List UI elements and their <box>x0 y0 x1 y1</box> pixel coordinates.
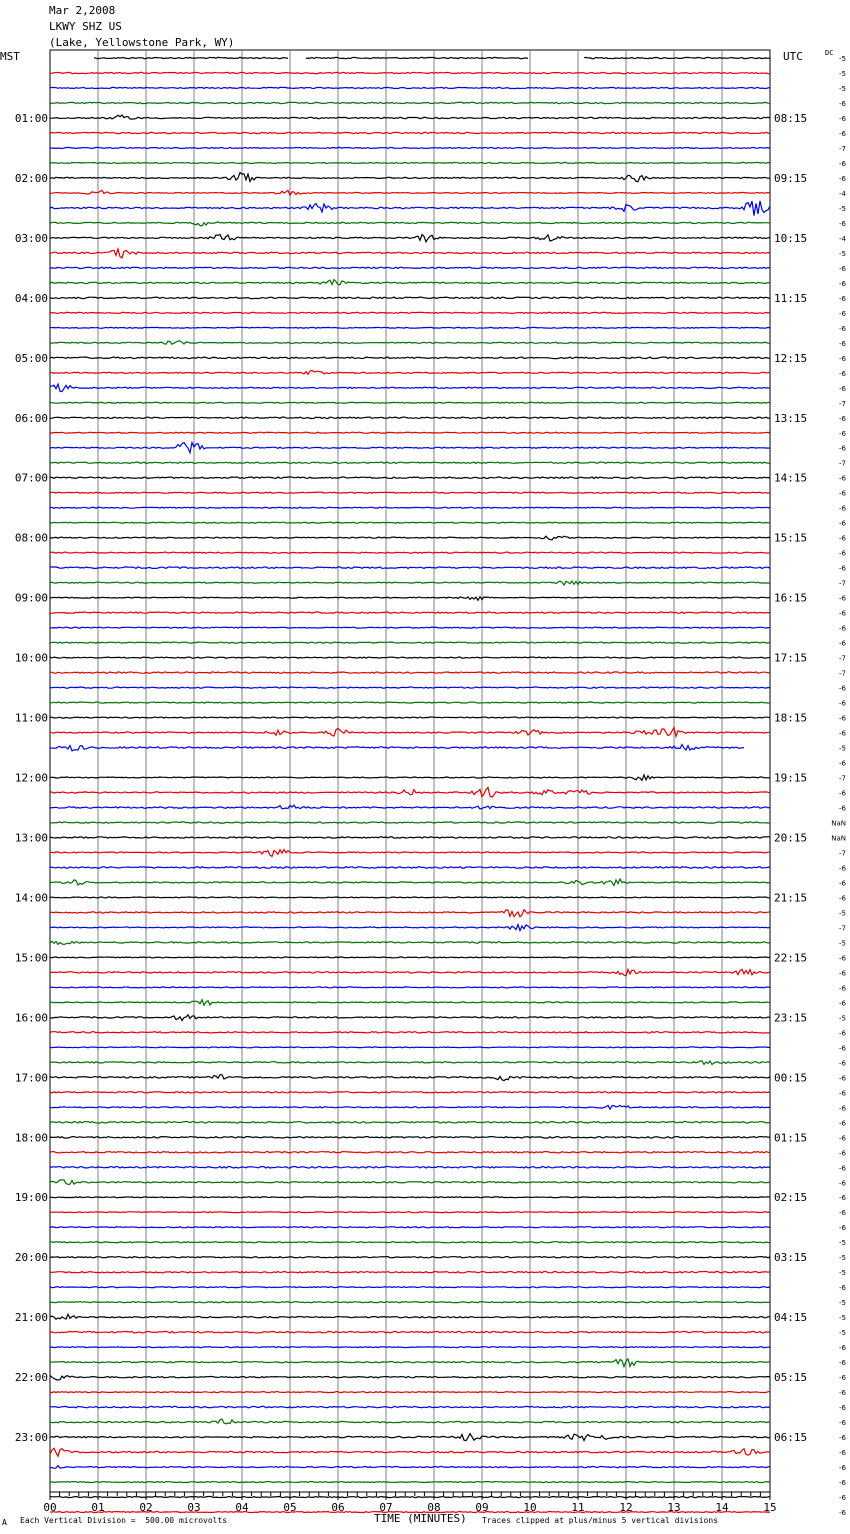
row-offset-label: -5 <box>839 1254 846 1263</box>
row-offset-label: -6 <box>839 1059 846 1068</box>
seismic-trace <box>50 1152 770 1153</box>
row-offset-label: -6 <box>839 1404 846 1413</box>
row-offset-label: -6 <box>839 414 846 423</box>
row-offset-label: -5 <box>839 69 846 78</box>
row-offset-label: -6 <box>839 894 846 903</box>
row-offset-label: -7 <box>839 669 846 678</box>
x-tick-label-01: 01 <box>91 1501 105 1514</box>
seismic-trace <box>50 775 770 781</box>
seismic-trace <box>50 1406 770 1407</box>
seismic-trace <box>50 341 770 344</box>
row-offset-label: -6 <box>839 714 846 723</box>
seismic-trace <box>50 1359 770 1367</box>
seismic-trace <box>50 822 770 823</box>
plot-frame <box>50 50 770 1492</box>
seismic-trace <box>50 867 770 869</box>
row-offset-label: -5 <box>839 744 846 753</box>
hour-label-left: 09:00 <box>14 591 48 605</box>
hour-label-right: 15:15 <box>774 531 808 545</box>
seismic-trace <box>50 234 770 241</box>
hour-label-right: 21:15 <box>774 891 808 905</box>
row-offset-label: NaN <box>831 834 846 843</box>
row-offset-label: -6 <box>839 174 846 183</box>
row-offset-label: -6 <box>839 1119 846 1128</box>
row-offset-label: -6 <box>839 339 846 348</box>
x-tick-label-04: 04 <box>235 1501 249 1514</box>
row-offset-label: -5 <box>839 1014 846 1023</box>
row-offset-label: -6 <box>839 1089 846 1098</box>
hour-label-right: 00:15 <box>774 1071 808 1085</box>
row-offset-label: -6 <box>839 1164 846 1173</box>
seismic-trace <box>50 788 770 798</box>
seismic-trace <box>50 370 770 374</box>
x-tick-label-08: 08 <box>427 1501 441 1514</box>
hour-label-left: 02:00 <box>14 171 48 185</box>
row-offset-label: -6 <box>839 999 846 1008</box>
seismic-trace <box>50 1092 770 1093</box>
row-offset-label: -6 <box>839 489 846 498</box>
row-offset-label: -5 <box>839 1239 846 1248</box>
hour-label-right: 12:15 <box>774 351 808 365</box>
clip-note: Traces clipped at plus/minus 5 vertical divisions <box>482 1516 719 1525</box>
seismic-trace <box>50 987 770 988</box>
hour-label-right: 18:15 <box>774 711 808 725</box>
seismic-trace <box>50 222 770 226</box>
hour-label-left: 07:00 <box>14 471 48 485</box>
left-timezone: MST <box>0 50 20 63</box>
row-offset-label: -6 <box>839 1344 846 1353</box>
row-offset-label: -6 <box>839 564 846 573</box>
seismic-trace <box>50 1212 770 1213</box>
hour-label-left: 13:00 <box>14 831 48 845</box>
seismic-trace <box>50 727 770 736</box>
row-offset-label: -6 <box>839 534 846 543</box>
seismic-trace <box>50 1466 770 1469</box>
seismic-trace <box>50 969 770 975</box>
seismic-trace <box>50 1032 770 1033</box>
seismic-trace <box>50 462 770 463</box>
seismic-trace <box>50 190 770 195</box>
seismic-trace <box>50 1434 770 1441</box>
row-offset-label: -6 <box>839 1224 846 1233</box>
hour-label-left: 05:00 <box>14 351 48 365</box>
seismic-trace <box>50 567 770 569</box>
row-offset-label: -4 <box>839 234 846 243</box>
seismic-trace <box>50 1482 770 1483</box>
hour-label-left: 22:00 <box>14 1371 48 1385</box>
hour-label-left: 20:00 <box>14 1251 48 1265</box>
hour-label-left: 14:00 <box>14 891 48 905</box>
row-offset-label: -6 <box>839 1374 846 1383</box>
seismic-trace <box>50 477 770 479</box>
hour-label-left: 18:00 <box>14 1131 48 1145</box>
row-offset-label: -6 <box>839 594 846 603</box>
row-offset-label: -6 <box>839 984 846 993</box>
station-label: LKWY SHZ US <box>49 20 122 33</box>
row-offset-label: -6 <box>839 129 846 138</box>
row-offset-label: -6 <box>839 429 846 438</box>
footer-mark: A <box>2 1518 7 1527</box>
seismic-trace <box>50 327 770 328</box>
row-offset-label: -6 <box>839 1434 846 1443</box>
row-offset-label: -5 <box>839 1314 846 1323</box>
row-offset-label: -6 <box>839 1134 846 1143</box>
row-offset-label: -6 <box>839 384 846 393</box>
seismic-trace <box>50 552 770 553</box>
seismic-trace <box>50 267 770 268</box>
row-offset-label: -6 <box>839 99 846 108</box>
hour-label-right: 04:15 <box>774 1311 808 1325</box>
hour-label-left: 08:00 <box>14 531 48 545</box>
row-offset-label: -6 <box>839 789 846 798</box>
seismic-trace <box>50 672 770 673</box>
seismic-trace <box>50 87 770 88</box>
hour-label-right: 03:15 <box>774 1251 808 1265</box>
row-offset-label: -7 <box>839 654 846 663</box>
hour-label-right: 08:15 <box>774 111 808 125</box>
row-offset-label: -6 <box>839 519 846 528</box>
row-offset-label: -6 <box>839 369 846 378</box>
hour-label-left: 04:00 <box>14 291 48 305</box>
row-offset-label: -6 <box>839 309 846 318</box>
hour-label-left: 16:00 <box>14 1011 48 1025</box>
seismic-trace <box>50 492 770 493</box>
row-offset-label: -6 <box>839 1479 846 1488</box>
row-offset-label: -6 <box>839 804 846 813</box>
seismic-trace <box>50 1257 770 1258</box>
row-offset-label: -7 <box>839 924 846 933</box>
seismic-trace <box>50 1180 770 1185</box>
row-offset-label: -7 <box>839 579 846 588</box>
x-tick-label-15: 15 <box>763 1501 777 1514</box>
seismic-trace <box>50 627 770 628</box>
hour-label-right: 13:15 <box>774 411 808 425</box>
row-offset-label: -6 <box>839 729 846 738</box>
hour-label-right: 16:15 <box>774 591 808 605</box>
seismic-trace <box>50 897 770 898</box>
hour-label-right: 09:15 <box>774 171 808 185</box>
seismic-trace <box>50 1347 770 1348</box>
row-offset-label: -6 <box>839 699 846 708</box>
row-offset-label: -6 <box>839 609 846 618</box>
row-offset-label: -6 <box>839 324 846 333</box>
x-tick-label-06: 06 <box>331 1501 345 1514</box>
seismic-trace <box>50 443 770 453</box>
seismic-trace <box>50 910 770 917</box>
hour-label-left: 23:00 <box>14 1431 48 1445</box>
seismic-trace <box>50 687 770 688</box>
row-offset-label: -6 <box>839 354 846 363</box>
x-tick-label-10: 10 <box>523 1501 537 1514</box>
seismic-trace <box>50 1287 770 1288</box>
x-axis-title: TIME (MINUTES) <box>374 1512 467 1525</box>
seismic-trace <box>50 312 770 313</box>
seismic-trace <box>50 201 770 216</box>
row-offset-label: -6 <box>839 879 846 888</box>
seismic-trace <box>50 417 770 418</box>
seismic-trace <box>50 1000 770 1006</box>
row-offset-label: -5 <box>839 84 846 93</box>
hour-label-left: 03:00 <box>14 231 48 245</box>
seismic-trace <box>50 1419 770 1424</box>
seismic-trace <box>50 1122 770 1124</box>
seismic-trace <box>50 1392 770 1393</box>
hour-label-right: 10:15 <box>774 231 808 245</box>
x-tick-label-03: 03 <box>187 1501 201 1514</box>
seismic-trace <box>50 837 770 839</box>
seismic-trace <box>50 702 770 703</box>
seismic-trace <box>50 1375 770 1380</box>
row-offset-label: -6 <box>839 549 846 558</box>
row-offset-label: -7 <box>839 459 846 468</box>
row-offset-label: -6 <box>839 1029 846 1038</box>
hour-label-left: 12:00 <box>14 771 48 785</box>
x-tick-label-09: 09 <box>475 1501 489 1514</box>
location-label: (Lake, Yellowstone Park, WY) <box>49 36 235 49</box>
row-offset-label: -7 <box>839 849 846 858</box>
row-offset-label: -6 <box>839 1464 846 1473</box>
hour-label-right: 01:15 <box>774 1131 808 1145</box>
seismic-trace <box>50 745 744 751</box>
hour-label-right: 14:15 <box>774 471 808 485</box>
scale-note: Each Vertical Division = 500.00 microvolts <box>20 1516 228 1525</box>
row-offset-label: -7 <box>839 774 846 783</box>
x-tick-label-07: 07 <box>379 1501 393 1514</box>
x-tick-label-00: 00 <box>43 1501 57 1514</box>
hour-label-left: 10:00 <box>14 651 48 665</box>
row-offset-label: -6 <box>839 1074 846 1083</box>
seismic-trace <box>50 1448 770 1456</box>
hour-label-left: 11:00 <box>14 711 48 725</box>
seismic-trace <box>50 879 770 885</box>
hour-label-right: 06:15 <box>774 1431 808 1445</box>
hour-label-right: 19:15 <box>774 771 808 785</box>
row-offset-label: -6 <box>839 759 846 768</box>
row-offset-label: -6 <box>839 1194 846 1203</box>
seismic-trace <box>50 536 770 540</box>
row-offset-label: -5 <box>839 1299 846 1308</box>
row-offset-label: -5 <box>839 1329 846 1338</box>
dc-label: DC <box>825 49 834 57</box>
row-offset-label: -6 <box>839 684 846 693</box>
row-offset-label: -5 <box>839 204 846 213</box>
x-tick-label-02: 02 <box>139 1501 153 1514</box>
x-tick-label-12: 12 <box>619 1501 633 1514</box>
date-label: Mar 2,2008 <box>49 4 116 17</box>
row-offset-label: -6 <box>839 1494 846 1503</box>
seismic-trace <box>50 717 770 718</box>
row-offset-label: -6 <box>839 1209 846 1218</box>
row-offset-label: -5 <box>839 249 846 258</box>
seismic-trace <box>50 297 770 299</box>
row-offset-label: -6 <box>839 159 846 168</box>
x-tick-label-13: 13 <box>667 1501 681 1514</box>
x-tick-label-11: 11 <box>571 1501 585 1514</box>
seismic-trace <box>50 432 770 433</box>
row-offset-label: -6 <box>839 294 846 303</box>
seismic-trace <box>50 115 770 119</box>
seismic-trace <box>50 162 770 163</box>
row-offset-label: -6 <box>839 639 846 648</box>
seismic-trace <box>50 1197 770 1198</box>
x-tick-label-14: 14 <box>715 1501 729 1514</box>
seismic-trace <box>50 850 770 857</box>
row-offset-label: -5 <box>839 909 846 918</box>
seismic-trace <box>50 1047 770 1048</box>
row-offset-label: -6 <box>839 1284 846 1293</box>
row-offset-label: -7 <box>839 399 846 408</box>
seismic-trace <box>50 1242 770 1243</box>
seismic-trace <box>50 132 770 133</box>
seismic-trace <box>584 57 770 58</box>
seismic-trace <box>50 1015 770 1021</box>
row-offset-label: -4 <box>839 189 846 198</box>
row-offset-label: -6 <box>839 1044 846 1053</box>
hour-label-right: 02:15 <box>774 1191 808 1205</box>
seismic-trace <box>50 657 770 658</box>
hour-label-right: 22:15 <box>774 951 808 965</box>
seismic-trace <box>50 357 770 359</box>
seismic-trace <box>50 612 770 613</box>
row-offset-label: -6 <box>839 969 846 978</box>
row-offset-label: -6 <box>839 264 846 273</box>
seismic-trace <box>94 57 288 58</box>
seismic-trace <box>50 147 770 148</box>
seismic-trace <box>50 805 770 809</box>
hour-label-left: 01:00 <box>14 111 48 125</box>
hour-label-right: 11:15 <box>774 291 808 305</box>
row-offset-label: -6 <box>839 444 846 453</box>
hour-label-right: 23:15 <box>774 1011 808 1025</box>
seismic-trace <box>50 642 770 643</box>
row-offset-label: -6 <box>839 954 846 963</box>
row-offset-label: -6 <box>839 279 846 288</box>
seismic-trace <box>50 1272 770 1273</box>
row-offset-label: -6 <box>839 1449 846 1458</box>
row-offset-label: -6 <box>839 474 846 483</box>
seismic-trace <box>50 1331 770 1333</box>
row-offset-label: -7 <box>839 144 846 153</box>
hour-label-right: 05:15 <box>774 1371 808 1385</box>
hour-label-left: 19:00 <box>14 1191 48 1205</box>
row-offset-label: NaN <box>831 819 846 828</box>
row-offset-label: -6 <box>839 219 846 228</box>
seismic-trace <box>50 1105 770 1109</box>
seismic-trace <box>50 1227 770 1228</box>
right-timezone: UTC <box>783 50 803 63</box>
seismic-trace <box>50 925 770 931</box>
seismic-trace <box>50 402 770 403</box>
seismic-trace <box>50 507 770 508</box>
row-offset-label: -5 <box>839 939 846 948</box>
seismic-trace <box>50 581 770 585</box>
row-offset-label: -6 <box>839 1359 846 1368</box>
row-offset-label: -6 <box>839 504 846 513</box>
seismic-trace <box>50 1075 770 1081</box>
row-offset-label: -6 <box>839 1149 846 1158</box>
seismic-trace <box>50 280 770 285</box>
seismic-trace <box>50 1497 770 1498</box>
seismic-trace <box>50 173 770 182</box>
seismic-trace <box>50 1302 770 1303</box>
row-offset-label: -6 <box>839 1179 846 1188</box>
seismic-trace <box>50 1137 770 1139</box>
x-tick-label-05: 05 <box>283 1501 297 1514</box>
row-offset-label: -6 <box>839 1419 846 1428</box>
seismic-trace <box>50 941 770 944</box>
row-offset-label: -5 <box>839 55 846 63</box>
seismic-trace <box>50 102 770 103</box>
hour-label-left: 17:00 <box>14 1071 48 1085</box>
seismic-trace <box>50 249 770 258</box>
hour-label-left: 15:00 <box>14 951 48 965</box>
hour-label-left: 21:00 <box>14 1311 48 1325</box>
seismic-trace <box>50 384 770 392</box>
row-offset-label: -6 <box>839 114 846 123</box>
hour-label-left: 06:00 <box>14 411 48 425</box>
row-offset-label: -6 <box>839 624 846 633</box>
seismic-trace <box>50 957 770 958</box>
row-offset-label: -6 <box>839 1389 846 1398</box>
hour-label-right: 17:15 <box>774 651 808 665</box>
hour-label-right: 20:15 <box>774 831 808 845</box>
row-offset-label: -5 <box>839 1269 846 1278</box>
row-offset-label: -6 <box>839 864 846 873</box>
seismic-trace <box>50 1314 770 1319</box>
seismic-trace <box>50 1061 770 1065</box>
row-offset-label: -6 <box>839 1104 846 1113</box>
row-offset-label: -6 <box>839 1509 846 1518</box>
seismic-trace <box>50 1167 770 1169</box>
seismic-trace <box>50 72 770 73</box>
seismic-trace <box>306 57 528 58</box>
seismic-trace <box>50 597 770 601</box>
seismic-trace <box>50 522 770 523</box>
